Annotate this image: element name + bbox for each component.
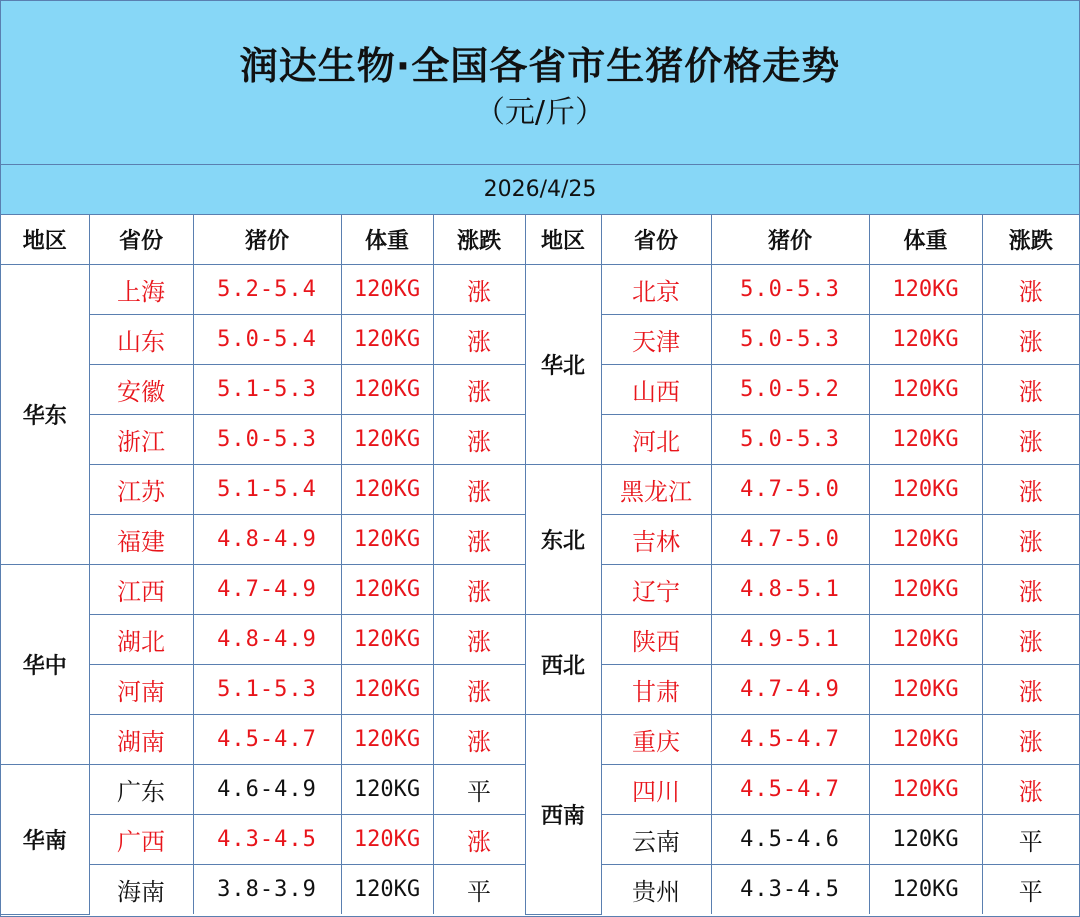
price-cell-right: 4.7-5.0 xyxy=(711,465,869,515)
change-cell-left: 涨 xyxy=(433,265,525,315)
weight-cell-right: 120KG xyxy=(869,815,982,865)
weight-cell-left: 120KG xyxy=(341,615,433,665)
change-cell-left: 涨 xyxy=(433,465,525,515)
header-price-left: 猪价 xyxy=(193,215,341,265)
unit-label: （元/斤） xyxy=(474,95,606,130)
header-province-right: 省份 xyxy=(601,215,711,265)
province-cell-right: 北京 xyxy=(601,265,711,315)
price-cell-right: 4.5-4.7 xyxy=(711,765,869,815)
weight-cell-right: 120KG xyxy=(869,865,982,915)
region-cell-right: 西南 xyxy=(525,715,601,915)
change-cell-left: 平 xyxy=(433,765,525,815)
change-cell-right: 涨 xyxy=(982,515,1079,565)
header-price-right: 猪价 xyxy=(711,215,869,265)
region-cell-right: 东北 xyxy=(525,465,601,615)
province-cell-right: 陕西 xyxy=(601,615,711,665)
price-cell-right: 4.7-4.9 xyxy=(711,665,869,715)
price-cell-left: 4.7-4.9 xyxy=(193,565,341,615)
price-cell-right: 5.0-5.3 xyxy=(711,415,869,465)
weight-cell-right: 120KG xyxy=(869,315,982,365)
weight-cell-right: 120KG xyxy=(869,415,982,465)
province-cell-left: 河南 xyxy=(89,665,193,715)
change-cell-left: 涨 xyxy=(433,565,525,615)
weight-cell-left: 120KG xyxy=(341,715,433,765)
price-cell-left: 4.8-4.9 xyxy=(193,515,341,565)
price-cell-right: 5.0-5.3 xyxy=(711,265,869,315)
province-cell-right: 辽宁 xyxy=(601,565,711,615)
price-cell-left: 3.8-3.9 xyxy=(193,865,341,915)
price-table xyxy=(1,215,1079,915)
region-cell-right: 西北 xyxy=(525,615,601,715)
price-cell-right: 4.9-5.1 xyxy=(711,615,869,665)
province-cell-right: 山西 xyxy=(601,365,711,415)
weight-cell-right: 120KG xyxy=(869,465,982,515)
price-cell-left: 4.6-4.9 xyxy=(193,765,341,815)
price-cell-right: 5.0-5.3 xyxy=(711,315,869,365)
price-cell-right: 4.5-4.6 xyxy=(711,815,869,865)
weight-cell-left: 120KG xyxy=(341,515,433,565)
province-cell-right: 河北 xyxy=(601,415,711,465)
weight-cell-left: 120KG xyxy=(341,365,433,415)
table-row xyxy=(1,465,1079,515)
province-cell-right: 吉林 xyxy=(601,515,711,565)
header-change-right: 涨跌 xyxy=(982,215,1079,265)
header-region-right: 地区 xyxy=(525,215,601,265)
change-cell-right: 涨 xyxy=(982,415,1079,465)
table-header-row xyxy=(1,215,1079,265)
province-cell-right: 云南 xyxy=(601,815,711,865)
weight-cell-right: 120KG xyxy=(869,765,982,815)
weight-cell-right: 120KG xyxy=(869,365,982,415)
weight-cell-right: 120KG xyxy=(869,565,982,615)
weight-cell-right: 120KG xyxy=(869,515,982,565)
province-cell-left: 江西 xyxy=(89,565,193,615)
change-cell-right: 平 xyxy=(982,815,1079,865)
weight-cell-right: 120KG xyxy=(869,265,982,315)
price-cell-left: 4.3-4.5 xyxy=(193,815,341,865)
change-cell-left: 涨 xyxy=(433,365,525,415)
header-change-left: 涨跌 xyxy=(433,215,525,265)
province-cell-left: 上海 xyxy=(89,265,193,315)
change-cell-left: 平 xyxy=(433,865,525,915)
weight-cell-left: 120KG xyxy=(341,765,433,815)
change-cell-right: 涨 xyxy=(982,465,1079,515)
change-cell-right: 涨 xyxy=(982,765,1079,815)
change-cell-right: 涨 xyxy=(982,565,1079,615)
price-cell-right: 4.5-4.7 xyxy=(711,715,869,765)
change-cell-right: 涨 xyxy=(982,265,1079,315)
price-cell-left: 5.0-5.3 xyxy=(193,415,341,465)
price-cell-left: 5.2-5.4 xyxy=(193,265,341,315)
province-cell-left: 安徽 xyxy=(89,365,193,415)
weight-cell-left: 120KG xyxy=(341,315,433,365)
province-cell-right: 贵州 xyxy=(601,865,711,915)
price-cell-left: 5.1-5.3 xyxy=(193,665,341,715)
change-cell-left: 涨 xyxy=(433,665,525,715)
province-cell-right: 天津 xyxy=(601,315,711,365)
province-cell-left: 广东 xyxy=(89,765,193,815)
weight-cell-left: 120KG xyxy=(341,865,433,915)
region-cell-left: 华南 xyxy=(1,765,89,915)
header-weight-left: 体重 xyxy=(341,215,433,265)
table-row xyxy=(1,615,1079,665)
weight-cell-right: 120KG xyxy=(869,715,982,765)
header-weight-right: 体重 xyxy=(869,215,982,265)
weight-cell-left: 120KG xyxy=(341,415,433,465)
change-cell-left: 涨 xyxy=(433,815,525,865)
change-cell-right: 涨 xyxy=(982,365,1079,415)
change-cell-right: 涨 xyxy=(982,715,1079,765)
price-cell-right: 4.8-5.1 xyxy=(711,565,869,615)
province-cell-left: 海南 xyxy=(89,865,193,915)
change-cell-left: 涨 xyxy=(433,615,525,665)
province-cell-right: 重庆 xyxy=(601,715,711,765)
change-cell-right: 涨 xyxy=(982,315,1079,365)
price-cell-right: 4.3-4.5 xyxy=(711,865,869,915)
region-cell-left: 华东 xyxy=(1,265,89,565)
province-cell-left: 福建 xyxy=(89,515,193,565)
weight-cell-right: 120KG xyxy=(869,615,982,665)
province-cell-left: 湖北 xyxy=(89,615,193,665)
change-cell-right: 平 xyxy=(982,865,1079,915)
province-cell-left: 湖南 xyxy=(89,715,193,765)
title-block xyxy=(1,1,1079,165)
weight-cell-left: 120KG xyxy=(341,815,433,865)
change-cell-left: 涨 xyxy=(433,715,525,765)
page-title: 润达生物·全国各省市生猪价格走势 xyxy=(239,44,841,88)
price-cell-left: 5.1-5.4 xyxy=(193,465,341,515)
change-cell-left: 涨 xyxy=(433,515,525,565)
change-cell-right: 涨 xyxy=(982,665,1079,715)
price-cell-left: 4.8-4.9 xyxy=(193,615,341,665)
header-region-left: 地区 xyxy=(1,215,89,265)
region-cell-left: 华中 xyxy=(1,565,89,765)
province-cell-left: 江苏 xyxy=(89,465,193,515)
change-cell-left: 涨 xyxy=(433,315,525,365)
province-cell-left: 山东 xyxy=(89,315,193,365)
province-cell-right: 黑龙江 xyxy=(601,465,711,515)
weight-cell-left: 120KG xyxy=(341,665,433,715)
province-cell-right: 四川 xyxy=(601,765,711,815)
province-cell-left: 浙江 xyxy=(89,415,193,465)
header-province-left: 省份 xyxy=(89,215,193,265)
price-cell-left: 5.0-5.4 xyxy=(193,315,341,365)
price-cell-left: 5.1-5.3 xyxy=(193,365,341,415)
province-cell-right: 甘肃 xyxy=(601,665,711,715)
date-label: 2026/4/25 xyxy=(1,165,1079,215)
change-cell-right: 涨 xyxy=(982,615,1079,665)
province-cell-left: 广西 xyxy=(89,815,193,865)
table-row xyxy=(1,265,1079,315)
weight-cell-left: 120KG xyxy=(341,465,433,515)
weight-cell-left: 120KG xyxy=(341,265,433,315)
region-cell-right: 华北 xyxy=(525,265,601,465)
price-cell-left: 4.5-4.7 xyxy=(193,715,341,765)
weight-cell-left: 120KG xyxy=(341,565,433,615)
table-row xyxy=(1,715,1079,765)
price-cell-right: 5.0-5.2 xyxy=(711,365,869,415)
weight-cell-right: 120KG xyxy=(869,665,982,715)
price-cell-right: 4.7-5.0 xyxy=(711,515,869,565)
change-cell-left: 涨 xyxy=(433,415,525,465)
